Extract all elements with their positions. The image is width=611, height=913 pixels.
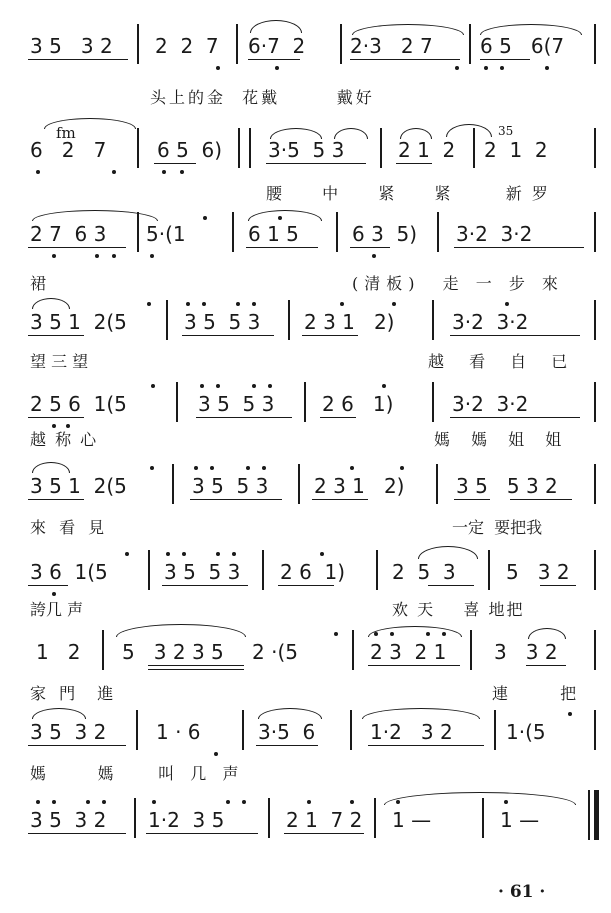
octave-dot	[36, 170, 40, 174]
beam	[454, 499, 490, 500]
beam	[154, 163, 196, 164]
slur	[116, 624, 246, 637]
measure-5-2: 3 5 5 3	[198, 392, 275, 416]
lyric-line-6b: 一定 要把我	[452, 518, 543, 537]
beam	[28, 247, 126, 248]
slur	[250, 20, 302, 33]
lyric-line-4b: 越 看 自 已	[428, 352, 578, 371]
final-barline-thick	[594, 790, 599, 840]
octave-dot	[112, 254, 116, 258]
slur	[400, 128, 432, 139]
slur	[352, 24, 464, 35]
barline	[304, 382, 306, 422]
beam	[450, 335, 580, 336]
beam	[162, 585, 248, 586]
chord-mark: fm	[56, 124, 76, 142]
beam	[190, 499, 282, 500]
octave-dot	[203, 216, 207, 220]
measure-1-2: 2 2 7	[155, 34, 219, 58]
beam	[368, 665, 460, 666]
octave-dot	[151, 384, 155, 388]
beam	[182, 335, 274, 336]
slur	[446, 124, 492, 137]
beam	[350, 247, 390, 248]
beam	[28, 59, 128, 60]
octave-dot	[252, 384, 256, 388]
barline	[594, 464, 596, 504]
beam	[368, 745, 484, 746]
octave-dot	[396, 800, 400, 804]
barline	[594, 212, 596, 252]
measure-7-5: 5 3 2	[506, 560, 570, 584]
octave-dot	[66, 424, 70, 428]
slur	[258, 708, 322, 719]
beam	[266, 163, 366, 164]
beam	[196, 417, 292, 418]
measure-6-2: 3 5 5 3	[192, 474, 269, 498]
octave-dot	[262, 466, 266, 470]
octave-dot	[278, 216, 282, 220]
barline	[137, 24, 139, 64]
measure-8-2a: 5 3 2 3 5	[122, 640, 224, 664]
barline	[134, 798, 136, 838]
octave-dot	[152, 800, 156, 804]
barline	[470, 630, 472, 670]
octave-dot	[52, 592, 56, 596]
measure-8-1: 1 2	[36, 640, 81, 664]
octave-dot	[426, 632, 430, 636]
octave-dot	[112, 170, 116, 174]
octave-dot	[147, 302, 151, 306]
octave-dot	[150, 466, 154, 470]
slur	[32, 298, 70, 309]
beam	[246, 247, 318, 248]
beam	[312, 499, 368, 500]
measure-10-5: 1 —	[500, 808, 540, 832]
octave-dot	[334, 632, 338, 636]
octave-dot	[216, 66, 220, 70]
measure-10-1: 3 5 3 2	[30, 808, 107, 832]
barline	[374, 798, 376, 838]
barline	[594, 550, 596, 590]
measure-4-2: 3 5 5 3	[184, 310, 261, 334]
barline	[172, 464, 174, 504]
lyric-line-7b: 欢 天 喜 地把	[392, 600, 525, 619]
barline	[232, 212, 234, 252]
octave-dot	[52, 800, 56, 804]
octave-dot	[350, 800, 354, 804]
octave-dot	[307, 800, 311, 804]
octave-dot	[392, 302, 396, 306]
beam	[510, 499, 572, 500]
measure-1-4: 2·3 2 7	[350, 34, 433, 58]
measure-1-5: 6 5 6(7	[480, 34, 565, 58]
barline	[238, 128, 240, 168]
slur	[528, 628, 566, 639]
barline	[102, 630, 104, 670]
octave-dot	[252, 302, 256, 306]
barline	[136, 710, 138, 750]
barline	[137, 212, 139, 252]
measure-9-4: 1·2 3 2	[370, 720, 453, 744]
measure-4-1: 3 5 1 2(5	[30, 310, 127, 334]
measure-6-3: 2 3 1 2)	[314, 474, 405, 498]
beam	[146, 833, 258, 834]
slur	[44, 118, 136, 129]
barline	[350, 710, 352, 750]
barline	[594, 24, 596, 64]
slur	[362, 708, 480, 719]
beam	[278, 585, 334, 586]
slur	[480, 24, 582, 35]
barline	[594, 630, 596, 670]
measure-2-3: 3·5 5 3	[268, 138, 345, 162]
lyric-line-5b: 媽 媽 姐 姐	[434, 430, 570, 449]
measure-7-1: 3 6 1(5	[30, 560, 108, 584]
lyric-line-6a: 來 看 見	[30, 518, 109, 537]
octave-dot	[202, 302, 206, 306]
measure-2-1: 6 2 7	[30, 138, 107, 162]
measure-7-3: 2 6 1)	[280, 560, 346, 584]
barline	[594, 128, 596, 168]
octave-dot	[275, 66, 279, 70]
measure-10-4: 1 —	[392, 808, 432, 832]
barline	[594, 710, 596, 750]
octave-dot	[372, 254, 376, 258]
measure-3-3: 6 1 5	[248, 222, 299, 246]
octave-dot	[95, 254, 99, 258]
octave-dot	[52, 254, 56, 258]
measure-4-3: 2 3 1 2)	[304, 310, 395, 334]
measure-9-3: 3·5 6	[258, 720, 316, 744]
measure-8-3: 2 3 2 1	[370, 640, 447, 664]
beam	[248, 59, 300, 60]
slur	[32, 210, 158, 221]
octave-dot	[214, 752, 218, 756]
beam	[320, 417, 356, 418]
lyric-line-3b: (清板) 走 一 步 來	[352, 274, 564, 293]
barline	[432, 382, 434, 422]
barline	[340, 24, 342, 64]
beam	[396, 163, 432, 164]
barline	[437, 212, 439, 252]
beam	[28, 745, 126, 746]
octave-dot	[268, 384, 272, 388]
slur	[32, 708, 86, 719]
measure-8-4: 3 3 2	[494, 640, 558, 664]
measure-5-4: 3·2 3·2	[452, 392, 529, 416]
slur	[270, 128, 322, 139]
measure-10-2: 1·2 3 5	[148, 808, 225, 832]
octave-dot	[52, 424, 56, 428]
octave-dot	[442, 632, 446, 636]
barline	[594, 382, 596, 422]
lyric-line-2: 腰 中 紧 紧 新罗	[266, 184, 558, 203]
barline	[336, 212, 338, 252]
slur	[334, 128, 368, 139]
lyric-line-4a: 望 三 望	[30, 352, 89, 371]
octave-dot	[216, 384, 220, 388]
beam	[302, 335, 358, 336]
beam	[256, 745, 318, 746]
octave-dot	[150, 254, 154, 258]
octave-dot	[320, 552, 324, 556]
octave-dot	[200, 384, 204, 388]
barline	[380, 128, 382, 168]
measure-10-3: 2 1 7 2	[286, 808, 363, 832]
barline	[298, 464, 300, 504]
octave-dot	[182, 552, 186, 556]
beam	[540, 585, 576, 586]
octave-dot	[545, 66, 549, 70]
measure-7-2: 3 5 5 3	[164, 560, 241, 584]
beam	[480, 59, 530, 60]
measure-6-4: 3 5 5 3 2	[456, 474, 558, 498]
octave-dot	[102, 800, 106, 804]
beam	[28, 833, 126, 834]
octave-dot	[504, 800, 508, 804]
lyric-line-9: 媽 媽 叫 几 声	[30, 764, 241, 783]
octave-dot	[350, 466, 354, 470]
barline	[469, 24, 471, 64]
measure-6-1: 3 5 1 2(5	[30, 474, 127, 498]
octave-dot	[125, 552, 129, 556]
octave-dot	[232, 552, 236, 556]
octave-dot	[568, 712, 572, 716]
beam	[450, 417, 580, 418]
measure-9-1: 3 5 3 2	[30, 720, 107, 744]
barline	[352, 630, 354, 670]
lyric-line-8a: 家 門 進	[30, 684, 118, 703]
barline	[482, 798, 484, 838]
beam	[428, 585, 474, 586]
barline	[488, 550, 490, 590]
octave-dot	[382, 384, 386, 388]
slur	[418, 546, 478, 559]
barline	[288, 300, 290, 340]
beam	[526, 665, 566, 666]
measure-3-1: 2 7 6 3	[30, 222, 107, 246]
barline	[137, 128, 139, 168]
measure-3-5: 3·2 3·2	[456, 222, 533, 246]
barline	[148, 550, 150, 590]
slur	[32, 462, 70, 473]
measure-1-1: 3 5 3 2	[30, 34, 113, 58]
measure-1-3: 6·7 2	[248, 34, 306, 58]
barline	[236, 24, 238, 64]
octave-dot	[226, 800, 230, 804]
beam	[350, 59, 460, 60]
measure-7-4: 2 5 3	[392, 560, 456, 584]
measure-9-2: 1 · 6	[156, 720, 201, 744]
octave-dot	[86, 800, 90, 804]
octave-dot	[210, 466, 214, 470]
measure-3-2: 5·(1	[146, 222, 186, 246]
octave-dot	[390, 632, 394, 636]
lyric-line-8b: 連 把	[492, 684, 591, 703]
octave-dot	[246, 466, 250, 470]
lyric-line-5a: 越 称 心	[30, 430, 99, 449]
measure-3-4: 6 3 5)	[352, 222, 418, 246]
barline	[594, 300, 596, 340]
barline	[176, 382, 178, 422]
octave-dot	[400, 466, 404, 470]
octave-dot	[242, 800, 246, 804]
measure-4-4: 3·2 3·2	[452, 310, 529, 334]
beam	[28, 585, 68, 586]
measure-2-5: 2 1 2	[484, 138, 548, 162]
barline	[432, 300, 434, 340]
beam	[148, 669, 244, 670]
lyric-line-3a: 裙	[30, 274, 47, 293]
slur	[368, 626, 462, 637]
beam	[148, 665, 244, 666]
octave-dot	[186, 302, 190, 306]
octave-dot	[374, 632, 378, 636]
octave-dot	[505, 302, 509, 306]
octave-dot	[194, 466, 198, 470]
barline	[166, 300, 168, 340]
slur	[248, 210, 322, 221]
barline	[242, 710, 244, 750]
beam	[454, 247, 584, 248]
barline	[494, 710, 496, 750]
tie	[384, 792, 576, 805]
measure-5-1: 2 5 6 1(5	[30, 392, 127, 416]
octave-dot	[180, 170, 184, 174]
measure-2-2: 6 5 6)	[157, 138, 223, 162]
beam	[284, 833, 364, 834]
octave-dot	[484, 66, 488, 70]
measure-9-5: 1·(5	[506, 720, 546, 744]
grace-mark: 35	[498, 124, 514, 138]
barline	[249, 128, 251, 168]
barline	[268, 798, 270, 838]
octave-dot	[166, 552, 170, 556]
page-number: · 61 ·	[498, 882, 546, 902]
barline	[436, 464, 438, 504]
final-barline-thin	[588, 790, 590, 840]
measure-8-2b: 2 ·(5	[252, 640, 298, 664]
octave-dot	[162, 170, 166, 174]
measure-5-3: 2 6 1)	[322, 392, 394, 416]
barline	[262, 550, 264, 590]
beam	[28, 499, 84, 500]
octave-dot	[216, 552, 220, 556]
lyric-line-7a: 誇几 声	[30, 600, 84, 619]
barline	[376, 550, 378, 590]
measure-2-4: 2 1 2	[398, 138, 456, 162]
octave-dot	[236, 302, 240, 306]
octave-dot	[500, 66, 504, 70]
octave-dot	[36, 800, 40, 804]
octave-dot	[455, 66, 459, 70]
beam	[28, 335, 84, 336]
beam	[28, 417, 84, 418]
octave-dot	[340, 302, 344, 306]
lyric-line-1: 头上的金 花戴 戴好	[150, 88, 375, 107]
